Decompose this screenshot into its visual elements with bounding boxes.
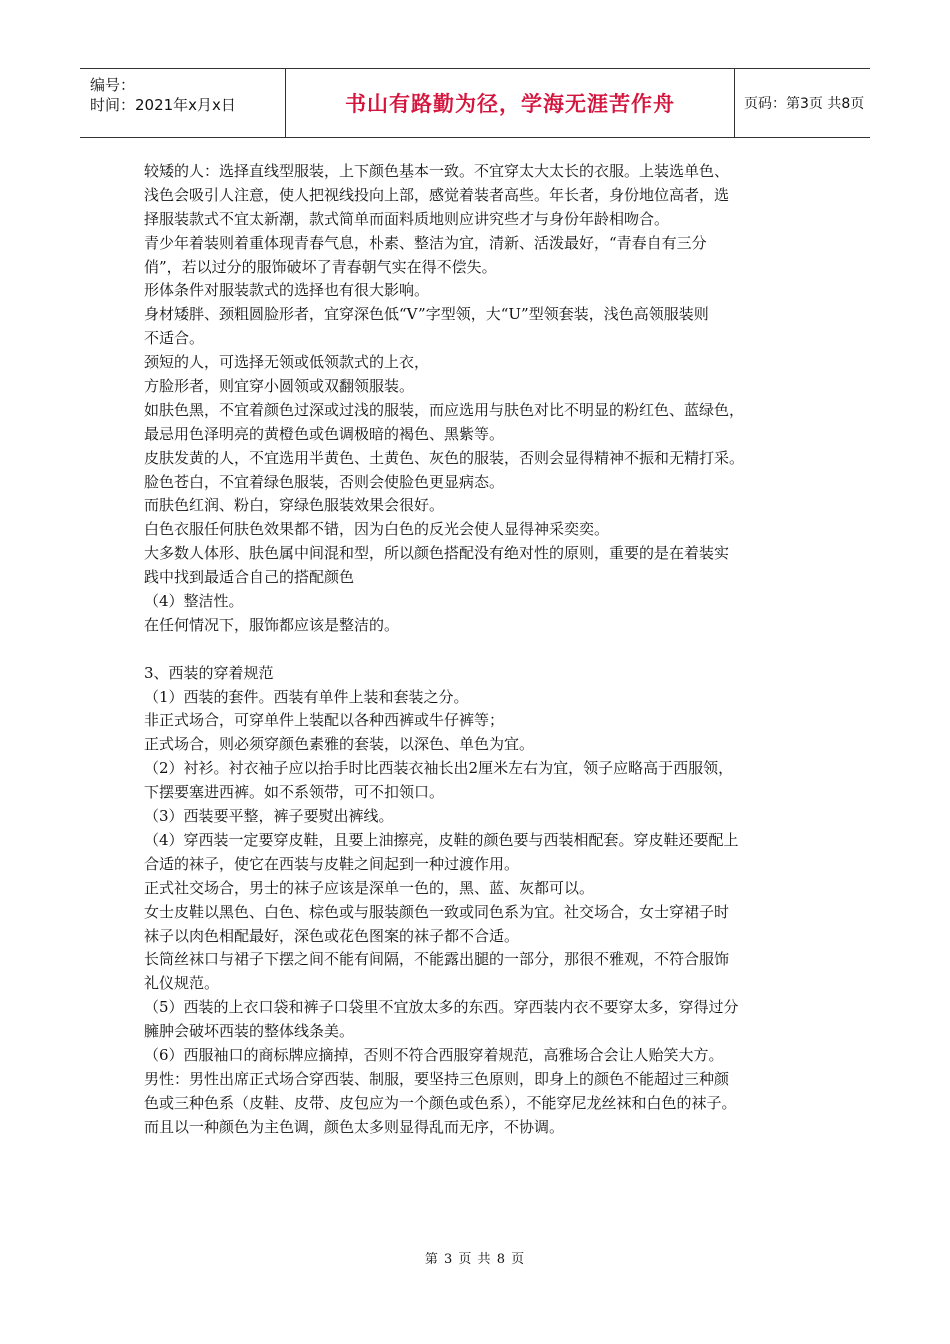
text-line: 形体条件对服装款式的选择也有很大影响。 [144, 281, 430, 300]
text-line: 身材矮胖、颈粗圆脸形者，宜穿深色低“V”字型领，大“U”型领套装，浅色高领服装则 [144, 305, 709, 324]
text-line: 下摆要塞进西裤。如不系领带，可不扣领口。 [144, 783, 445, 802]
page-header [80, 68, 870, 138]
text-line: 而且以一种颜色为主色调，颜色太多则显得乱而无序，不协调。 [144, 1117, 565, 1136]
text-line: 色或三种色系（皮鞋、皮带、皮包应为一个颜色或色系），不能穿尼龙丝袜和白色的袜子。 [144, 1093, 737, 1112]
text-line: 较矮的人：选择直线型服装，上下颜色基本一致。不宜穿太大太长的衣服。上装选单色、 [144, 162, 730, 180]
text-line: 脸色苍白，不宜着绿色服装，否则会使脸色更显病态。 [144, 472, 505, 491]
text-line: 最忌用色泽明亮的黄橙色或色调极暗的褐色、黑紫等。 [144, 424, 505, 443]
text-line: 白色衣服任何肤色效果都不错，因为白色的反光会使人显得神采奕奕。 [144, 520, 610, 539]
text-line: 颈短的人，可选择无领或低领款式的上衣， [144, 353, 430, 372]
text-line: 择服装款式不宜太新潮，款式简单而面料质地则应讲究些才与身份年龄相吻合。 [144, 209, 670, 228]
text-line: 女士皮鞋以黑色、白色、棕色或与服装颜色一致或同色系为宜。社交场合，女士穿裙子时 [144, 902, 730, 921]
text-line: 非正式场合，可穿单件上装配以各种西裤或牛仔裤等； [144, 711, 505, 730]
text-line: 而肤色红润、粉白，穿绿色服装效果会很好。 [144, 496, 445, 515]
text-line: 如肤色黑，不宜着颜色过深或过浅的服装，而应选用与肤色对比不明显的粉红色、蓝绿色， [144, 400, 745, 419]
header-page-info: 页码：第3页 共8页 [744, 96, 865, 112]
text-line: 青少年着装则着重体现青春气息，朴素、整洁为宜，清新、活泼最好，“青春自有三分 [144, 233, 707, 252]
text-line: 正式社交场合，男士的袜子应该是深单一色的，黑、蓝、灰都可以。 [144, 878, 595, 897]
text-line: （1）西装的套件。西装有单件上装和套装之分。 [144, 687, 469, 706]
header-motto-cell [285, 69, 735, 137]
text-line: 在任何情况下，服饰都应该是整洁的。 [144, 615, 400, 634]
text-line: 袜子以肉色相配最好，深色或花色图案的袜子都不合适。 [144, 926, 520, 945]
text-line: （2）衬衫。衬衣袖子应以抬手时比西装衣袖长出2厘米左右为宜，领子应略高于西服领， [144, 759, 734, 778]
blank-line [144, 638, 809, 662]
text-line: 方脸形者，则宜穿小圆领或双翻领服装。 [144, 377, 415, 396]
text-line: 大多数人体形、肤色属中间混和型，所以颜色搭配没有绝对性的原则，重要的是在着装实 [144, 544, 730, 563]
text-line: 男性：男性出席正式场合穿西装、制服，要坚持三色原则，即身上的颜色不能超过三种颜 [144, 1069, 730, 1088]
header-motto: 书山有路勤为径，学海无涯苦作舟 [345, 92, 675, 116]
text-line: 皮肤发黄的人，不宜选用半黄色、土黄色、灰色的服装，否则会显得精神不振和无精打采。 [144, 448, 745, 467]
text-line: （4）整洁性。 [144, 592, 244, 611]
text-line: 正式场合，则必须穿颜色素雅的套装，以深色、单色为宜。 [144, 735, 535, 754]
header-page-cell [734, 69, 880, 137]
document-number-label: 编号： [90, 76, 136, 94]
text-line: 3、西装的穿着规范 [144, 663, 274, 682]
text-line: （3）西装要平整，裤子要熨出裤线。 [144, 807, 394, 826]
text-line: （5）西装的上衣口袋和裤子口袋里不宜放太多的东西。穿西装内衣不要穿太多，穿得过分 [144, 998, 739, 1017]
text-line: 长筒丝袜口与裙子下摆之间不能有间隔，不能露出腿的一部分，那很不雅观，不符合服饰 [144, 950, 730, 969]
text-line: 不适合。 [144, 329, 205, 348]
text-line: （4）穿西装一定要穿皮鞋，且要上油擦亮，皮鞋的颜色要与西装相配套。穿皮鞋还要配上 [144, 830, 739, 849]
text-line: 俏”，若以过分的服饰破坏了青春朝气实在得不偿失。 [144, 257, 497, 276]
header-info-cell [80, 69, 285, 137]
page-footer: 第 3 页 共 8 页 [424, 1252, 526, 1267]
text-line: 合适的袜子，使它在西装与皮鞋之间起到一种过渡作用。 [144, 854, 520, 873]
text-line: 践中找到最适合自己的搭配颜色 [144, 568, 355, 587]
text-line: 浅色会吸引人注意，使人把视线投向上部，感觉着装者高些。年长者，身份地位高者，选 [144, 185, 730, 204]
document-time-label: 时间：2021年x月x日 [90, 96, 236, 114]
text-line: 臃肿会破坏西装的整体线条美。 [144, 1022, 355, 1041]
document-body [144, 160, 809, 1140]
text-line: 礼仪规范。 [144, 974, 220, 993]
text-line: （6）西服袖口的商标牌应摘掉，否则不符合西服穿着规范，高雅场合会让人贻笑大方。 [144, 1045, 724, 1064]
